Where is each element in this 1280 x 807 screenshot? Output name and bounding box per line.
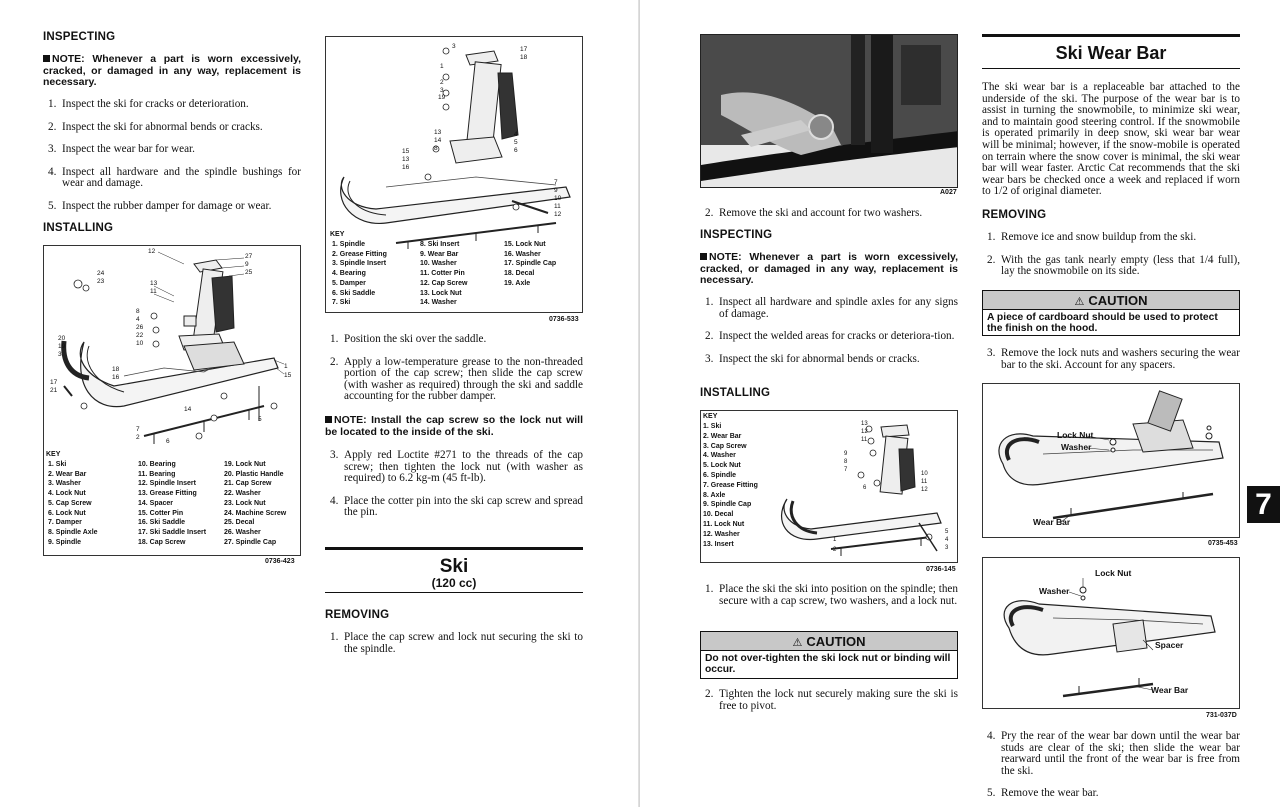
- installing-heading: INSTALLING: [700, 387, 771, 399]
- figure-code: 0736-423: [265, 558, 295, 565]
- figure-code: A027: [940, 189, 957, 196]
- install-steps: [325, 334, 583, 403]
- figure-code: 0735-453: [1208, 540, 1238, 547]
- install-note: NOTE: Install the cap screw so the lock nut will be located to the inside of the ski.: [325, 414, 583, 438]
- warning-triangle-icon: ⚠: [792, 637, 803, 649]
- caution-box: [700, 631, 958, 679]
- list-item: 1. Inspect all hardware and spindle axles for any signs of damage.: [705, 296, 958, 320]
- figure-code: 0736-533: [549, 316, 579, 323]
- caution-title: ⚠ CAUTION: [701, 632, 957, 651]
- wear-bar-label: Wear Bar: [1033, 517, 1071, 527]
- list-item: 1. Remove ice and snow buildup from the ski.: [987, 231, 1197, 243]
- key-column-3: 19. Lock Nut 20. Plastic Handle 21. Cap Screw 22. Washer 23. Lock Nut 24. Machine Screw 25. Decal 26. Washer 27. Spindle Cap: [224, 461, 287, 546]
- callout-numbers: 12 27 9 25 24 23 13 11 8 4 26 22 10 20 19 3 18 16 17 21 14 1 15 7 2 5 6: [50, 248, 292, 445]
- ski-wear-bar-drawing-2: [983, 558, 1240, 709]
- section-rule: [325, 547, 583, 550]
- spacer-label: Spacer: [1155, 640, 1184, 650]
- section-rule: [982, 68, 1240, 69]
- caution-box: [982, 290, 1240, 336]
- list-item: 2. With the gas tank nearly empty (less that 1/4 full), lay the snowmobile on its side.: [987, 253, 1240, 278]
- chapter-tab: 7: [1247, 486, 1280, 523]
- list-item: 4. Pry the rear of the wear bar down until the wear bar studs are clear of the ski; then slide the wear bar rearward until the front of the wear bar is free from the ski.: [987, 730, 1240, 777]
- list-item: 5. Remove the wear bar.: [987, 787, 1099, 800]
- exploded-diagram-0736-145: [700, 410, 958, 563]
- install-steps-2: [325, 450, 583, 519]
- washer-label: Washer: [1061, 442, 1092, 452]
- list-item: 3. Apply red Loctite #271 to the threads of the cap screw; then tighten the lock nut (with washer as required) to 6.2 kg-m (45 ft-lb).: [330, 449, 583, 485]
- exploded-diagram-0736-423: [43, 245, 301, 556]
- photo-illustration: [701, 35, 958, 188]
- remove-steps: [700, 208, 958, 220]
- list-item: 1. Position the ski over the saddle.: [330, 333, 487, 345]
- callout-numbers-2: 3 17 18 1 2 3 19 13 14 8 15 13 16 4 5 6 7 9 10 11 12: [402, 43, 562, 218]
- list-item: 1. Inspect the ski for cracks or deterioration.: [48, 98, 249, 110]
- exploded-diagram-0736-533: [325, 36, 583, 313]
- ski-section-title: Ski: [439, 556, 469, 577]
- removing-steps-3: [982, 731, 1240, 800]
- inspecting-steps: [43, 99, 301, 213]
- ski-wear-bar-drawing: [983, 384, 1240, 538]
- wear-bar-diagram-731-037d: [982, 557, 1240, 709]
- list-item: 2. Remove the ski and account for two washers.: [705, 207, 923, 219]
- removing-steps: [325, 632, 583, 655]
- figure-code: 0736-145: [926, 566, 956, 573]
- section-rule: [325, 592, 583, 593]
- inspecting-note: NOTE: Whenever a part is worn excessively, cracked, or damaged in any way, replacement is necessary.: [700, 251, 958, 286]
- install-steps: [700, 584, 958, 607]
- figure-code: 731-037D: [1206, 712, 1237, 719]
- wear-bar-diagram-0735-453: [982, 383, 1240, 538]
- caution-text: A piece of cardboard should be used to protect the finish on the hood.: [987, 312, 1218, 334]
- list-item: 3. Inspect the ski for abnormal bends or cracks.: [705, 352, 920, 365]
- ski-section-subtitle: (120 cc): [431, 576, 477, 590]
- washer-label: Washer: [1039, 586, 1070, 596]
- key-title: KEY: [330, 231, 345, 238]
- key-title: KEY: [46, 451, 61, 458]
- inspecting-note: NOTE: Whenever a part is worn excessively, cracked, or damaged in any way, replacement is necessary.: [43, 53, 301, 88]
- key-column-1: 1. Ski 2. Wear Bar 3. Washer 4. Lock Nut 5. Cap Screw 6. Lock Nut 7. Damper 8. Spindle Axle 9. Spindle: [48, 461, 98, 546]
- wear-bar-label: Wear Bar: [1151, 685, 1189, 695]
- section-rule: [982, 34, 1240, 37]
- list-item: 2. Apply a low-temperature grease to the non-threaded portion of the cap screw; then slide the cap screw (with washer as required) through the ski and saddle accounting for the rubber damper.: [330, 355, 583, 403]
- key-column-1: 1. Spindle 2. Grease Fitting 3. Spindle Insert 4. Bearing 5. Damper 6. Ski Saddle 7. Ski: [332, 241, 387, 307]
- key-column-2: 10. Bearing 11. Bearing 12. Spindle Insert 13. Grease Fitting 14. Spacer 15. Cotter Pin 16. Ski Saddle 17. Ski Saddle Insert 18. Cap Screw: [138, 461, 207, 546]
- list-item: 1. Place the ski the ski into position on the spindle; then secure with a cap screw, two washers, and a lock nut.: [705, 583, 958, 607]
- inspecting-heading: INSPECTING: [43, 31, 116, 43]
- key-column: 1. Ski 2. Wear Bar 3. Cap Screw 4. Washer 5. Lock Nut 6. Spindle 7. Grease Fitting 8. Axle 9. Spindle Cap 10. Decal 11. Lock Nut 12. Washer 13. Insert: [703, 423, 758, 548]
- removing-steps: [982, 232, 1240, 278]
- inspecting-steps: [700, 297, 958, 365]
- removing-heading: REMOVING: [982, 209, 1047, 221]
- wear-bar-intro: The ski wear bar is a replaceable bar attached to the underside of the ski. The purpose of the wear bar is to assist in turning the snowmobile, to minimize ski wear, and to maintain good steering control. If the snowmobile is operated primarily in deep snow, ski wear bar wear will be minimal; however, if the snow-mobile is operated on terrain where the snow cover is minimal, the ski wear bar will wear faster. Arctic Cat recommends that the ski wear bars be checked once a week and replaced if worn to 1/2 of original diameter.: [982, 81, 1240, 198]
- ski-wear-bar-title: Ski Wear Bar: [1055, 43, 1167, 63]
- lock-nut-label: Lock Nut: [1095, 568, 1132, 578]
- list-item: 3. Remove the lock nuts and washers securing the wear bar to the ski. Account for any spacers.: [987, 347, 1240, 371]
- bullet-square-icon: [325, 416, 332, 423]
- list-item: 4. Place the cotter pin into the ski cap screw and spread the pin.: [330, 494, 583, 519]
- key-column-3: 15. Lock Nut 16. Washer 17. Spindle Cap 18. Decal 19. Axle: [504, 241, 557, 287]
- bullet-square-icon: [43, 55, 50, 62]
- list-item: 1. Place the cap screw and lock nut securing the ski to the spindle.: [330, 631, 583, 655]
- callout-numbers-3: 13 12 11 9 8 7 6 10 11 12 5 4 3 1 2: [833, 421, 949, 553]
- installing-heading: INSTALLING: [43, 222, 114, 234]
- list-item: 2. Inspect the welded areas for cracks or deteriora-tion.: [705, 330, 955, 343]
- key-title: KEY: [703, 413, 718, 420]
- list-item: 5. Inspect the rubber damper for damage or wear.: [48, 199, 272, 212]
- caution-title: ⚠ CAUTION: [983, 291, 1239, 310]
- list-item: 2. Inspect the ski for abnormal bends or cracks.: [48, 120, 263, 133]
- caution-text: Do not over-tighten the ski lock nut or binding will occur.: [705, 653, 951, 675]
- lock-nut-label: Lock Nut: [1057, 430, 1094, 440]
- bullet-square-icon: [700, 253, 707, 260]
- warning-triangle-icon: ⚠: [1074, 296, 1085, 308]
- key-column-2: 8. Ski Insert 9. Wear Bar 10. Washer 11. Cotter Pin 12. Cap Screw 13. Lock Nut 14. Washer: [420, 241, 468, 307]
- inspecting-heading: INSPECTING: [700, 229, 773, 241]
- right-page: [640, 0, 1280, 807]
- list-item: 4. Inspect all hardware and the spindle bushings for wear and damage.: [48, 165, 301, 190]
- removing-steps-2: [982, 348, 1240, 371]
- removing-heading: REMOVING: [325, 609, 390, 621]
- list-item: 3. Inspect the wear bar for wear.: [48, 143, 195, 156]
- photo-ski-removal: [700, 34, 958, 188]
- install-steps-2: [700, 689, 958, 712]
- list-item: 2. Tighten the lock nut securely making sure the ski is free to pivot.: [705, 688, 958, 712]
